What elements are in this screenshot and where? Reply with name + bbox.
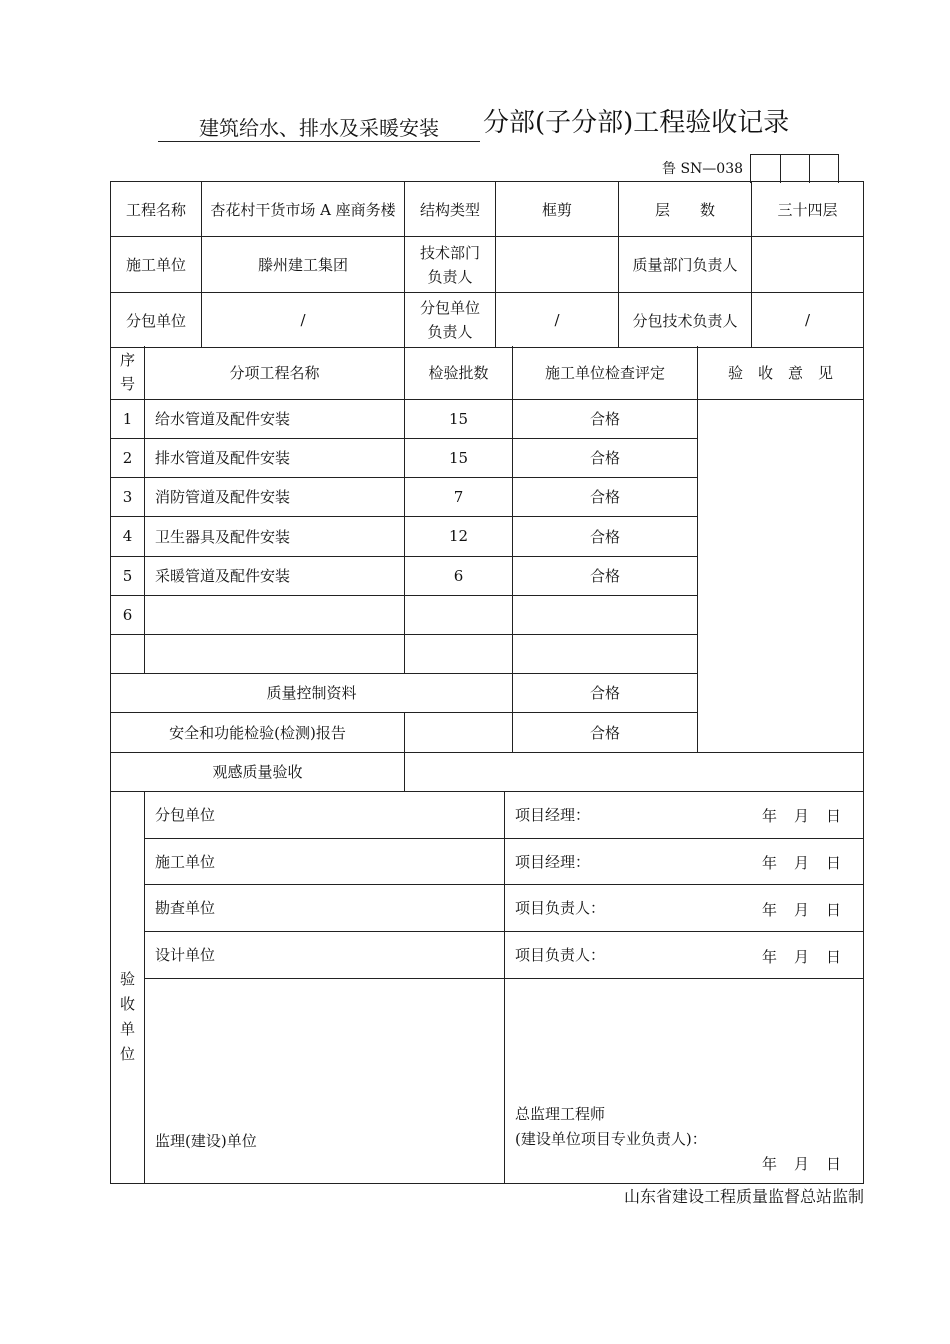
sign-role-cell: [505, 838, 864, 884]
structure-label: 结构类型: [405, 182, 496, 237]
item-seq: 4: [111, 516, 145, 556]
form-title: 分部(子分部)工程验收记录: [483, 108, 790, 138]
acceptance-table: [110, 791, 864, 1184]
sub-tech-label: 分包技术负责人: [619, 293, 752, 348]
item-name: 给水管道及配件安装: [145, 399, 405, 438]
date-year: 年: [761, 853, 777, 872]
sign-unit: 设计单位: [145, 931, 505, 978]
sign-role-cell: [505, 931, 864, 978]
supervision-role-line2: (建设单位项目专业负责人)：: [515, 1129, 707, 1148]
date-month: 月: [793, 947, 809, 966]
item-eval: 合格: [513, 556, 698, 595]
supervision-role-cell: [505, 978, 864, 1183]
sub-head-label: [405, 293, 496, 348]
sign-date: [745, 946, 841, 967]
tech-head-label: [405, 237, 496, 293]
sign-role: 项目经理：: [515, 852, 591, 871]
code-box: [838, 154, 839, 183]
form-subtitle: 建筑给水、排水及采暖安装: [199, 116, 439, 140]
date-day: 日: [825, 1154, 841, 1173]
item-seq: [111, 634, 145, 673]
sign-date: [745, 852, 841, 873]
supervision-unit-label: 监理(建设)单位: [155, 1131, 257, 1150]
subtitle-underline: [158, 141, 480, 142]
item-eval: [513, 634, 698, 673]
date-month: 月: [793, 900, 809, 919]
seq-header: [111, 346, 145, 399]
contractor-label: 施工单位: [111, 237, 202, 293]
sign-role-cell: [505, 884, 864, 931]
sub-head-label-line1: 分包单位: [419, 299, 480, 317]
appearance-label: 观感质量验收: [111, 752, 405, 791]
project-name: 杏花村干货市场 A 座商务楼: [202, 182, 405, 237]
batches-header: 检验批数: [405, 346, 513, 399]
sign-role: 项目经理：: [515, 805, 591, 824]
item-batches: [405, 595, 513, 634]
opinion-cell: [698, 399, 864, 752]
item-eval: 合格: [513, 516, 698, 556]
supervision-date: [515, 1152, 863, 1177]
sub-head-label-line2: 负责人: [427, 323, 473, 341]
date-year: 年: [761, 807, 777, 825]
floors-value: 三十四层: [752, 182, 864, 237]
item-eval: [513, 595, 698, 634]
qc-value: 合格: [513, 673, 698, 712]
item-batches: [405, 634, 513, 673]
date-month: 月: [793, 853, 809, 872]
tech-head-label-line1: 技术部门: [419, 243, 480, 262]
item-seq: 5: [111, 556, 145, 595]
appearance-value: [405, 752, 864, 791]
quality-head-value: [752, 237, 864, 293]
sign-unit: 勘查单位: [145, 884, 505, 931]
sub-label: 分包单位: [111, 293, 202, 348]
safety-value: 合格: [513, 712, 698, 752]
item-batches: 7: [405, 477, 513, 516]
form-code: 鲁 SN—038: [662, 161, 744, 177]
acceptance-char: 位: [119, 1044, 135, 1063]
item-name: [145, 595, 405, 634]
project-name-label: 工程名称: [111, 182, 202, 237]
acceptance-units-label: [111, 791, 145, 1183]
item-seq: 6: [111, 595, 145, 634]
item-name-header: 分项工程名称: [145, 346, 405, 399]
tech-head-value: [496, 237, 619, 293]
opinion-header: 验 收 意 见: [698, 346, 864, 399]
footer-issuer: 山东省建设工程质量监督总站监制: [623, 1187, 864, 1206]
contractor-value: 滕州建工集团: [202, 237, 405, 293]
item-name: 卫生器具及配件安装: [145, 516, 405, 556]
acceptance-char: 单: [119, 1019, 135, 1038]
item-seq: 2: [111, 438, 145, 477]
supervision-unit: [145, 978, 505, 1183]
sign-role: 项目负责人：: [515, 946, 606, 964]
seq-header-line2: 号: [119, 375, 135, 394]
date-day: 日: [825, 947, 841, 966]
seq-header-line1: 序: [119, 351, 135, 370]
tech-head-label-line2: 负责人: [427, 267, 473, 286]
date-year: 年: [761, 1154, 777, 1173]
item-name: 采暖管道及配件安装: [145, 556, 405, 595]
project-info-table: [110, 181, 864, 348]
date-month: 月: [793, 1154, 809, 1173]
item-batches: 6: [405, 556, 513, 595]
sign-date: [745, 899, 841, 920]
item-name: [145, 634, 405, 673]
item-batches: 12: [405, 516, 513, 556]
date-day: 日: [825, 807, 841, 825]
item-name: 排水管道及配件安装: [145, 438, 405, 477]
sign-unit: 分包单位: [145, 791, 505, 838]
date-day: 日: [825, 853, 841, 872]
item-eval: 合格: [513, 477, 698, 516]
qc-label: 质量控制资料: [111, 673, 513, 712]
item-eval: 合格: [513, 438, 698, 477]
quality-head-label: 质量部门负责人: [619, 237, 752, 293]
item-batches: 15: [405, 438, 513, 477]
sign-role-cell: [505, 791, 864, 838]
code-box: [750, 154, 781, 183]
structure-value: 框剪: [496, 182, 619, 237]
item-seq: 1: [111, 399, 145, 438]
sign-role: 项目负责人：: [515, 899, 606, 917]
sub-tech-value: /: [752, 293, 864, 348]
code-box: [780, 154, 810, 183]
item-eval: 合格: [513, 399, 698, 438]
supervision-role-line1: 总监理工程师: [515, 1104, 606, 1123]
sub-value: /: [202, 293, 405, 348]
items-table: [110, 346, 864, 792]
date-year: 年: [761, 947, 777, 966]
sub-head-value: /: [496, 293, 619, 348]
date-day: 日: [825, 900, 841, 919]
item-batches: 15: [405, 399, 513, 438]
floors-label: 层 数: [619, 182, 752, 237]
code-box: [809, 154, 839, 183]
acceptance-char: 验: [119, 969, 135, 988]
acceptance-char: 收: [119, 994, 135, 1013]
item-seq: 3: [111, 477, 145, 516]
sign-date: [745, 805, 841, 826]
sign-unit: 施工单位: [145, 838, 505, 884]
date-month: 月: [793, 807, 809, 825]
item-name: 消防管道及配件安装: [145, 477, 405, 516]
date-year: 年: [761, 900, 777, 919]
safety-label: 安全和功能检验(检测)报告: [111, 712, 405, 752]
safety-batches: [405, 712, 513, 752]
eval-header: 施工单位检查评定: [513, 346, 698, 399]
